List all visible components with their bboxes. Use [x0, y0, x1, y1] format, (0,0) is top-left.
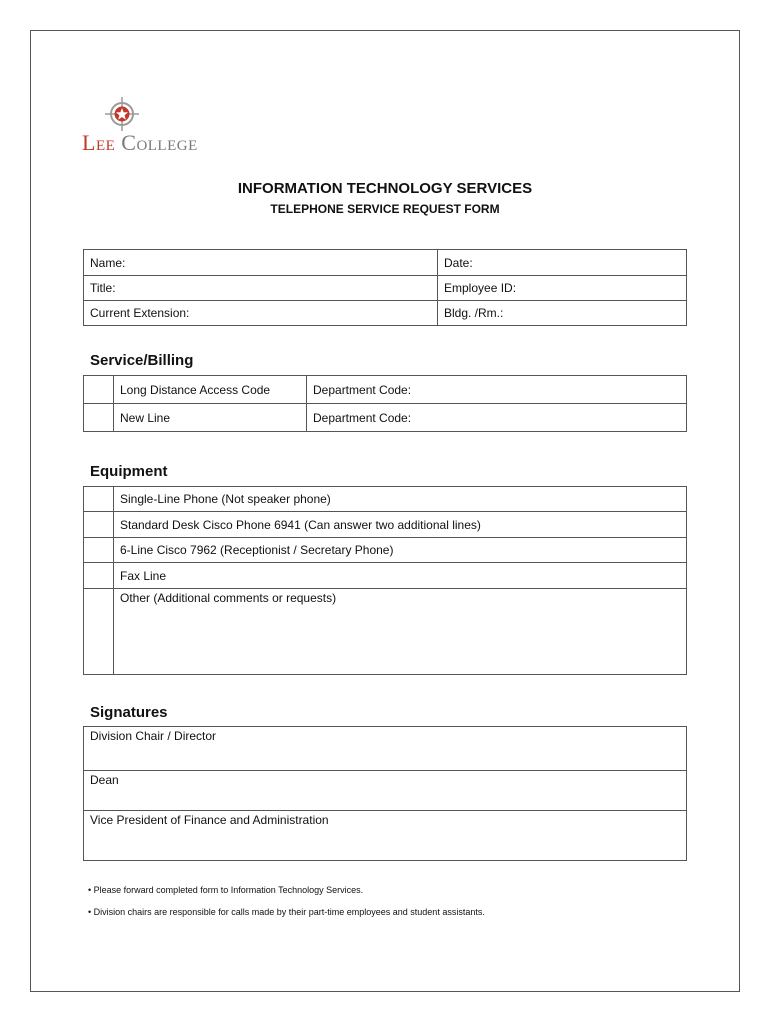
new-line-checkbox[interactable] [84, 404, 114, 432]
title-field[interactable] [84, 276, 438, 301]
equipment-item-label: Standard Desk Cisco Phone 6941 (Can answer two additional lines) [114, 512, 687, 538]
equipment-item-label: Fax Line [114, 563, 687, 589]
employee-id-field[interactable] [438, 276, 687, 301]
page-subtitle: TELEPHONE SERVICE REQUEST FORM [270, 202, 500, 216]
service-label: New Line [114, 404, 307, 432]
department-code-field[interactable] [307, 404, 687, 432]
signature-field-vp-finance[interactable] [84, 811, 686, 860]
department-code-label: Department Code: [313, 382, 412, 397]
logo-wordmark [82, 130, 198, 156]
bldg-field[interactable] [438, 301, 687, 326]
signatures-heading: Signatures [90, 704, 168, 721]
equipment-item-label: Single-Line Phone (Not speaker phone) [114, 487, 687, 512]
extension-label: Current Extension: [90, 306, 190, 320]
date-label: Date: [444, 255, 473, 270]
other-checkbox[interactable] [84, 589, 114, 675]
desk-phone-checkbox[interactable] [84, 512, 114, 538]
date-field[interactable] [438, 250, 687, 276]
signature-label: Division Chair / Director [90, 729, 217, 743]
name-label: Name: [90, 255, 126, 270]
equipment-table [83, 486, 687, 675]
service-billing-table [83, 375, 687, 432]
equipment-heading: Equipment [90, 463, 168, 480]
service-label: Long Distance Access Code [114, 376, 307, 404]
service-billing-heading: Service/Billing [90, 352, 194, 369]
employee-id-label: Employee ID: [444, 281, 517, 295]
extension-field[interactable] [84, 301, 438, 326]
signatures-box [83, 726, 687, 861]
logo-college: College [121, 130, 198, 155]
fax-line-checkbox[interactable] [84, 563, 114, 589]
name-field[interactable] [84, 250, 438, 276]
signature-label: Vice President of Finance and Administration [90, 813, 329, 827]
other-comments-field[interactable] [114, 589, 687, 675]
equipment-item-label: 6-Line Cisco 7962 (Receptionist / Secretary Phone) [114, 538, 687, 563]
department-code-label: Department Code: [313, 410, 412, 425]
signature-label: Dean [90, 773, 119, 787]
six-line-checkbox[interactable] [84, 538, 114, 563]
department-code-field[interactable] [307, 376, 687, 404]
note-division-chairs: • Division chairs are responsible for calls made by their part-time employees and student assistants. [88, 907, 485, 917]
long-distance-checkbox[interactable] [84, 376, 114, 404]
title-label: Title: [90, 281, 116, 295]
logo-lee: Lee [82, 130, 116, 155]
lee-college-logo [82, 96, 232, 156]
single-line-checkbox[interactable] [84, 487, 114, 512]
note-forward: • Please forward completed form to Information Technology Services. [88, 885, 364, 895]
signature-field-dean[interactable] [84, 771, 686, 811]
equipment-item-label: Other (Additional comments or requests) [120, 591, 337, 605]
page-title: INFORMATION TECHNOLOGY SERVICES [237, 180, 533, 197]
info-table [83, 249, 687, 326]
bldg-label: Bldg. /Rm.: [444, 306, 504, 320]
signature-field-division-chair[interactable] [84, 727, 686, 771]
